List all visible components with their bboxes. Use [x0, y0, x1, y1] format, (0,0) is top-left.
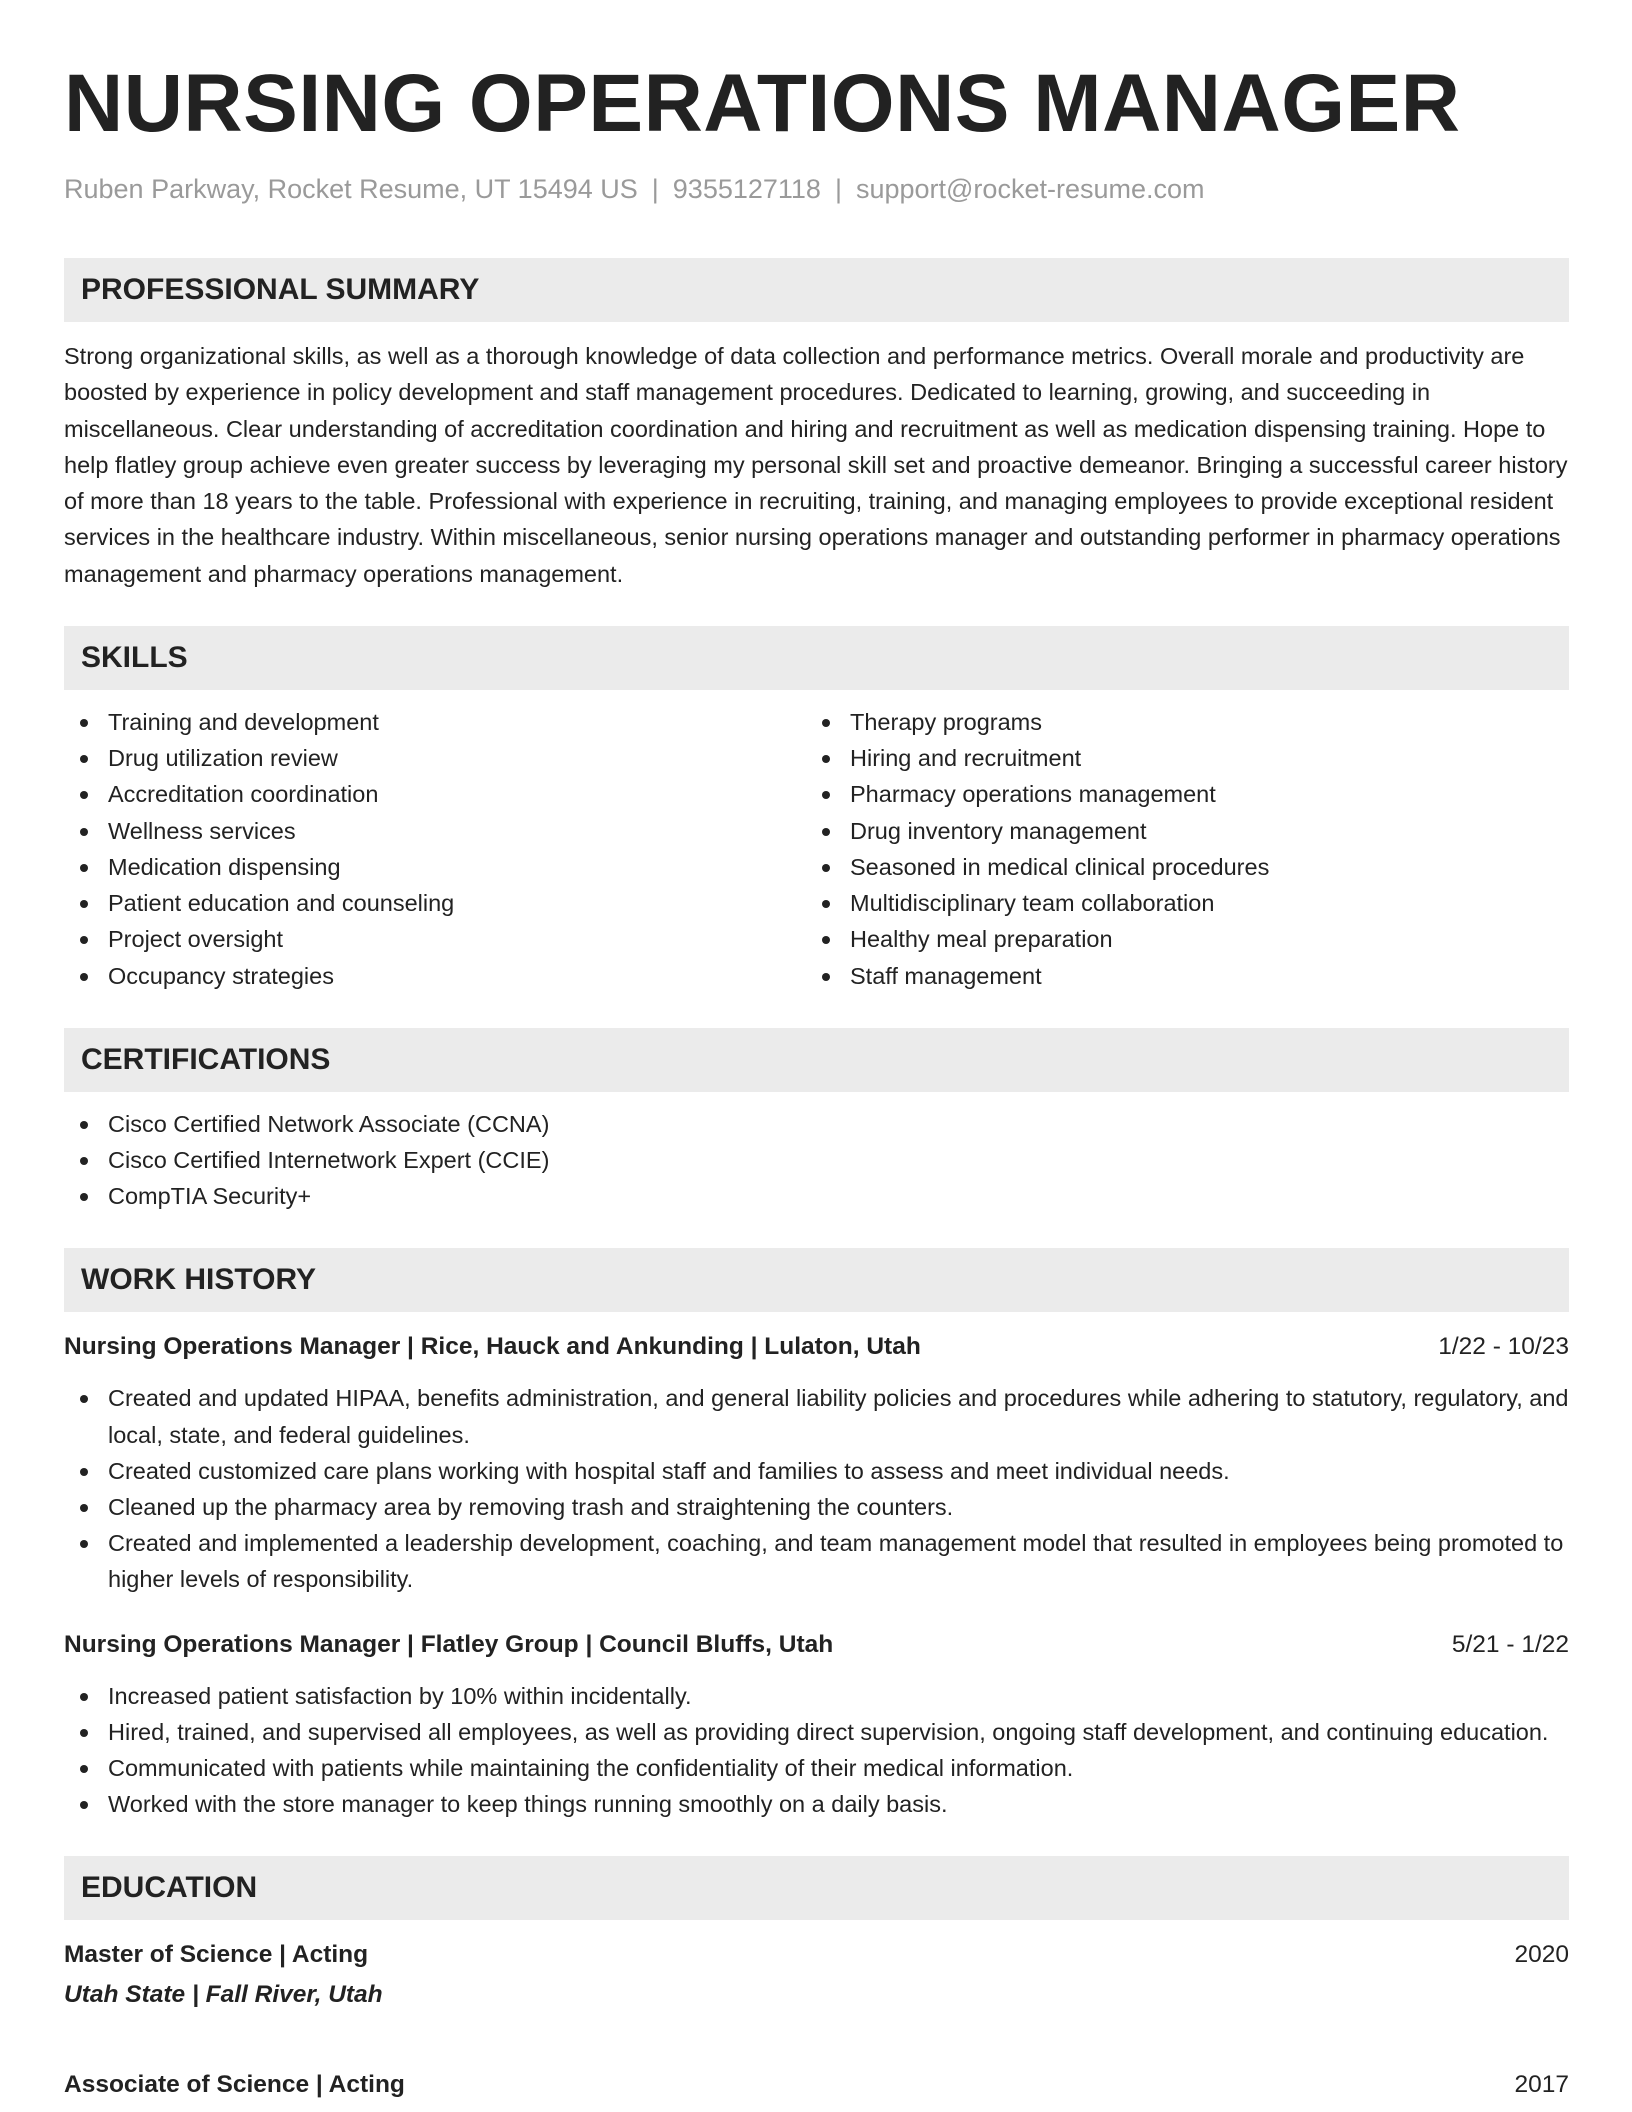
job-bullet: Hired, trained, and supervised all employees, as well as providing direct supervision, ongoing staff development, and continuing education. [64, 1714, 1569, 1750]
job-dates: 1/22 - 10/23 [1438, 1333, 1569, 1361]
skill-item: Seasoned in medical clinical procedures [806, 849, 1569, 885]
job-bullet: Cleaned up the pharmacy area by removing trash and straightening the counters. [64, 1489, 1569, 1525]
skill-item: Hiring and recruitment [806, 740, 1569, 776]
job-header [64, 1628, 1569, 1662]
job-bullets [64, 1678, 1569, 1823]
education-degree: Associate of Science | Acting [64, 2071, 405, 2099]
education-year: 2017 [1514, 2071, 1569, 2099]
job-header [64, 1330, 1569, 1364]
skill-item: Multidisciplinary team collaboration [806, 885, 1569, 921]
job-bullet: Created and updated HIPAA, benefits administration, and general liability policies and procedures while adhering to statutory, regulatory, and local, state, and federal guidelines. [64, 1380, 1569, 1452]
certifications-list [64, 1106, 1569, 1215]
summary-text: Strong organizational skills, as well as a thorough knowledge of data collection and performance metrics. Overall morale and productivity are boosted by experience in policy development and staff management procedures. Dedicated to learning, growing, and succeeding in miscellaneous. Clear understanding of accreditation coordination and hiring and recruitment as well as medication dispensing training. Hope to help flatley group achieve even greater success by leveraging my personal skill set and proactive demeanor. Bringing a successful career history of more than 18 years to the table. Professional with experience in recruiting, training, and managing employees to provide exceptional resident services in the healthcare industry. Within miscellaneous, senior nursing operations manager and outstanding performer in pharmacy operations management and pharmacy operations management. [64, 343, 1568, 587]
contact-line [64, 172, 1569, 206]
job-bullet: Increased patient satisfaction by 10% within incidentally. [64, 1678, 1569, 1714]
job-title: Nursing Operations Manager | Rice, Hauck and Ankunding | Lulaton, Utah [64, 1333, 921, 1361]
skill-item: Accreditation coordination [64, 776, 806, 812]
section-header-skills: SKILLS [64, 626, 1569, 690]
job-dates: 5/21 - 1/22 [1451, 1630, 1569, 1658]
contact-address: Ruben Parkway, Rocket Resume, UT 15494 US [64, 174, 638, 204]
skills-grid [64, 704, 1569, 994]
skill-item: Occupancy strategies [64, 958, 806, 994]
section-header-education: EDUCATION [64, 1856, 1569, 1920]
contact-separator: | [834, 174, 842, 204]
certification-item: Cisco Certified Network Associate (CCNA) [64, 1106, 1569, 1142]
section-header-certifications: CERTIFICATIONS [64, 1028, 1569, 1092]
education-school: Utah State | Fall River, Utah [64, 1981, 383, 2009]
resume-name: NURSING OPERATIONS MANAGER [64, 58, 1461, 149]
skill-item: Drug utilization review [64, 740, 806, 776]
skill-item: Medication dispensing [64, 849, 806, 885]
skills-column-right [806, 704, 1569, 994]
skill-item: Healthy meal preparation [806, 921, 1569, 957]
job-bullet: Created and implemented a leadership development, coaching, and team management model that resulted in employees being promoted to higher levels of responsibility. [64, 1525, 1569, 1597]
certification-item: CompTIA Security+ [64, 1178, 1569, 1214]
job-bullet: Worked with the store manager to keep things running smoothly on a daily basis. [64, 1786, 1569, 1822]
contact-phone: 9355127118 [672, 174, 821, 204]
resume-page [64, 58, 1569, 2102]
skill-item: Therapy programs [806, 704, 1569, 740]
contact-separator: | [651, 174, 659, 204]
skill-item: Drug inventory management [806, 813, 1569, 849]
job-title: Nursing Operations Manager | Flatley Group | Council Bluffs, Utah [64, 1630, 834, 1658]
skill-item: Training and development [64, 704, 806, 740]
education-header [64, 2068, 1569, 2102]
job-bullet: Created customized care plans working with hospital staff and families to assess and meet individual needs. [64, 1453, 1569, 1489]
section-header-summary: PROFESSIONAL SUMMARY [64, 258, 1569, 322]
skill-item: Wellness services [64, 813, 806, 849]
skill-item: Patient education and counseling [64, 885, 806, 921]
education-degree: Master of Science | Acting [64, 1941, 369, 1969]
skill-item: Staff management [806, 958, 1569, 994]
skill-item: Project oversight [64, 921, 806, 957]
section-header-work-history: WORK HISTORY [64, 1248, 1569, 1312]
education-year: 2020 [1514, 1941, 1569, 1969]
education-header [64, 1938, 1569, 1972]
job-bullet: Communicated with patients while maintaining the confidentiality of their medical information. [64, 1750, 1569, 1786]
skill-item: Pharmacy operations management [806, 776, 1569, 812]
contact-email: support@rocket-resume.com [855, 174, 1205, 204]
job-bullets [64, 1380, 1569, 1597]
skills-column-left [64, 704, 806, 994]
certification-item: Cisco Certified Internetwork Expert (CCIE) [64, 1142, 1569, 1178]
